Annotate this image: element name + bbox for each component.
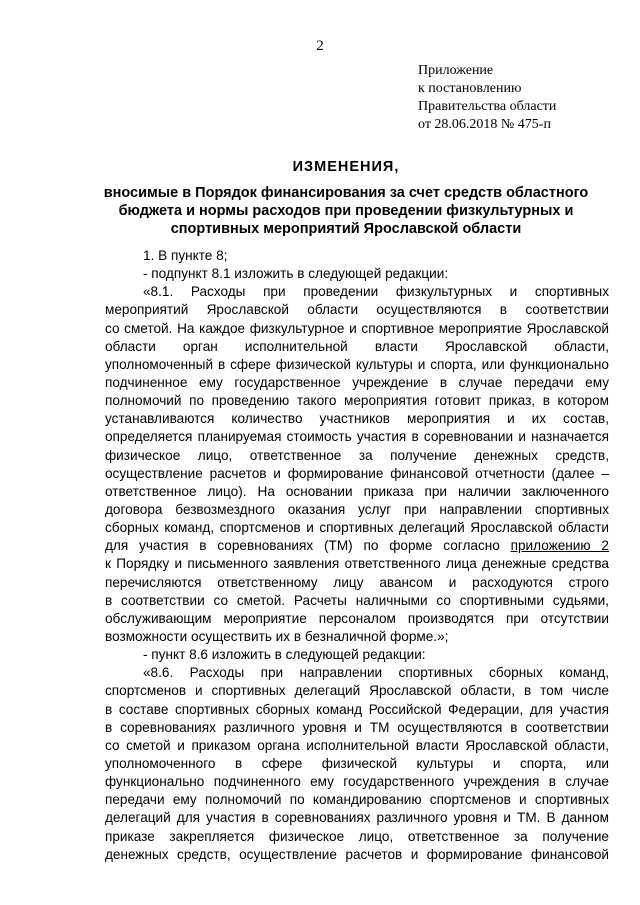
paragraph-line: мероприятий Ярославской области осуществляются в соответствии (105, 302, 609, 318)
paragraph-line: договора безвозмездного оказания услуг при направлении спортивных (105, 501, 609, 517)
paragraph-line: в соревнованиях различного уровня и ТМ осуществляются в соответствии (105, 719, 609, 735)
paragraph-line: определяется планируемая стоимость участия в соревновании и назначается (105, 429, 609, 445)
paragraph-line: физическое лицо, ответственное за получение денежных средств, (105, 447, 609, 463)
paragraph-line: со сметой и приказом органа исполнительной власти Ярославской области, (105, 737, 609, 753)
paragraph-line: денежных средств, осуществление расчетов и формирование финансовой (105, 846, 609, 862)
paragraph-line: уполномоченного в сфере физической культуры и спорта, или (105, 755, 609, 771)
page-number: 2 (316, 38, 324, 54)
paragraph-line: приказе закрепляется физическое лицо, ответственное за получение (105, 828, 609, 844)
paragraph-line: возможности осуществить их в безналичной форме.»; (105, 628, 449, 644)
paragraph-line: делегаций для участия в соревнованиях различного уровня и ТМ. В данном (105, 810, 609, 826)
title-line: бюджета и нормы расходов при проведении физкультурных и (118, 203, 574, 219)
paragraph-line: в составе спортивных сборных команд Российской Федерации, для участия (105, 701, 609, 717)
paragraph-line: - пункт 8.6 изложить в следующей редакции: (143, 647, 426, 663)
paragraph-line (105, 537, 609, 555)
annex-line: от 28.06.2018 № 475-п (418, 117, 551, 132)
paragraph-line: обслуживающим мероприятие персоналом производятся при отсутствии (105, 610, 609, 626)
title-line: спортивных мероприятий Ярославской области (170, 221, 522, 237)
title-heading: ИЗМЕНЕНИЯ, (292, 159, 400, 175)
paragraph-line: спортсменов и спортивных делегаций Ярославской области, в том числе (105, 683, 609, 699)
paragraph-line: 1. В пункте 8; (143, 248, 228, 263)
paragraph-line: «8.6. Расходы при направлении спортивных сборных команд, (143, 665, 609, 681)
paragraph-line: передачи ему полномочий по командированию спортсменов и спортивных (105, 792, 609, 808)
paragraph-line: в соответствии со сметой. Расчеты наличными со спортивными судьями, (105, 592, 609, 608)
paragraph-line: со сметой. На каждое физкультурное и спортивное мероприятие Ярославской (105, 320, 609, 336)
annex-line: Приложение (418, 63, 494, 78)
paragraph-line: осуществление расчетов и формирование финансовой отчетности (далее – (105, 465, 609, 481)
appendix-2-link[interactable]: приложению 2 (510, 538, 609, 554)
paragraph-text: для участия в соревнованиях (ТМ) по форме согласно (105, 538, 511, 554)
paragraph-line: сборных команд, спортсменов и спортивных делегаций Ярославской области (105, 520, 609, 536)
document-body (105, 247, 609, 864)
annex-block (418, 62, 633, 134)
annex-line: к постановлению (418, 81, 522, 96)
paragraph-line: устанавливаются количество участников мероприятия и их состав, (105, 411, 609, 427)
paragraph-line: - подпункт 8.1 изложить в следующей редакции: (143, 266, 449, 282)
annex-line: Правительства области (418, 99, 557, 114)
paragraph-line: области орган исполнительной власти Ярославской области, (105, 338, 609, 354)
document-title (96, 158, 596, 238)
title-line: вносимые в Порядок финансирования за счет средств областного (103, 185, 589, 201)
paragraph-line: функционально подчиненного ему государственного учреждения в случае (105, 774, 609, 790)
paragraph-line: полномочий по проведению такого мероприятия готовит приказ, в котором (105, 393, 609, 409)
paragraph-line: к Порядку и письменного заявления ответственного лица денежные средства (105, 556, 609, 572)
paragraph-line: «8.1. Расходы при проведении физкультурных и спортивных (143, 284, 609, 300)
paragraph-line: уполномоченный в сфере физической культуры и спорта, или функционально (105, 356, 609, 372)
paragraph-line: перечисляются ответственному лицу авансом и расходуются строго (105, 574, 609, 590)
paragraph-line: подчиненное ему государственное учреждение в случае передачи ему (105, 374, 609, 390)
paragraph-line: ответственное лицо). На основании приказа при наличии заключенного (105, 483, 609, 499)
